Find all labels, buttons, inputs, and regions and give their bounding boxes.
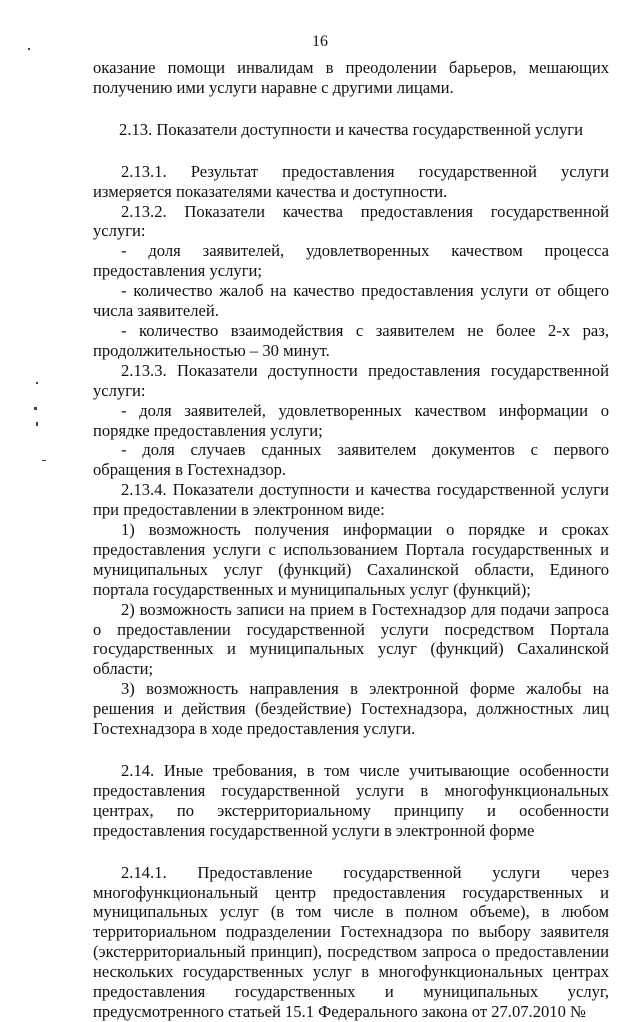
paragraph: - доля случаев сданных заявителем документов с первого обращения в Гостехнадзор. (93, 440, 609, 480)
paragraph: 3) возможность направления в электронной форме жалобы на решения и действия (бездействие) Гостехнадзора, должностных лиц Гостехнадзора в ходе предоставления услуги. (93, 679, 609, 739)
page-number: 16 (312, 33, 328, 50)
scan-mark (28, 48, 30, 50)
paragraph: - количество взаимодействия с заявителем не более 2-х раз, продолжительностью – 30 минут. (93, 320, 609, 360)
paragraph-spacer (93, 841, 609, 863)
scan-mark (36, 382, 38, 384)
paragraph-spacer (93, 140, 609, 162)
paragraph: 2.14.1. Предоставление государственной услуги через многофункциональный центр предоставления государственных и муниципальных услуг (в том числе в полном объеме), в любом территориальном подразделении Гостехнадзора по выбору заявителя (экстерриториальный принцип), посредством запроса о предоставлении нескольких государственных услуг в многофункциональных центрах предоставления государственных и муниципальных услуг, предусмотренного статьей 15.1 Федерального закона от 27.07.2010 № (93, 862, 609, 1021)
paragraph: 2.13.4. Показатели доступности и качества государственной услуги при предоставлении в электронном виде: (93, 480, 609, 520)
paragraph: 1) возможность получения информации о порядке и сроках предоставления услуги с использованием Портала государственных и муниципальных услуг (функций) Сахалинской области, Единого портала государственных и муниципальных услуг (функций); (93, 520, 609, 599)
paragraph: 2) возможность записи на прием в Гостехнадзор для подачи запроса о предоставлении государственной услуги посредством Портала государственных и муниципальных услуг (функций) Сахалинской области; (93, 599, 609, 679)
scan-mark (36, 422, 38, 426)
scan-mark (34, 407, 37, 410)
document-body (93, 58, 609, 1022)
paragraph: - доля заявителей, удовлетворенных качеством процесса предоставления услуги; (93, 241, 609, 281)
paragraph: 2.13.3. Показатели доступности предоставления государственной услуги: (93, 360, 609, 400)
paragraph-spacer (93, 98, 609, 120)
paragraph: - доля заявителей, удовлетворенных качеством информации о порядке предоставления услуги; (93, 400, 609, 440)
paragraph: - количество жалоб на качество предоставления услуги от общего числа заявителей. (93, 281, 609, 321)
paragraph: 2.13.2. Показатели качества предоставления государственной услуги: (93, 201, 609, 241)
paragraph-spacer (93, 739, 609, 761)
scan-mark (42, 460, 46, 461)
paragraph: оказание помощи инвалидам в преодолении барьеров, мешающих получению ими услуги наравне с другими лицами. (93, 58, 609, 97)
section-heading: 2.13. Показатели доступности и качества государственной услуги (119, 119, 583, 139)
paragraph: 2.14. Иные требования, в том числе учитывающие особенности предоставления государственной услуги в многофункциональных центрах, по экстерриториальному принципу и особенности предоставления государственной услуги в электронной форме (93, 761, 609, 840)
paragraph: 2.13.1. Результат предоставления государственной услуги измеряется показателями качества и доступности. (93, 161, 609, 201)
